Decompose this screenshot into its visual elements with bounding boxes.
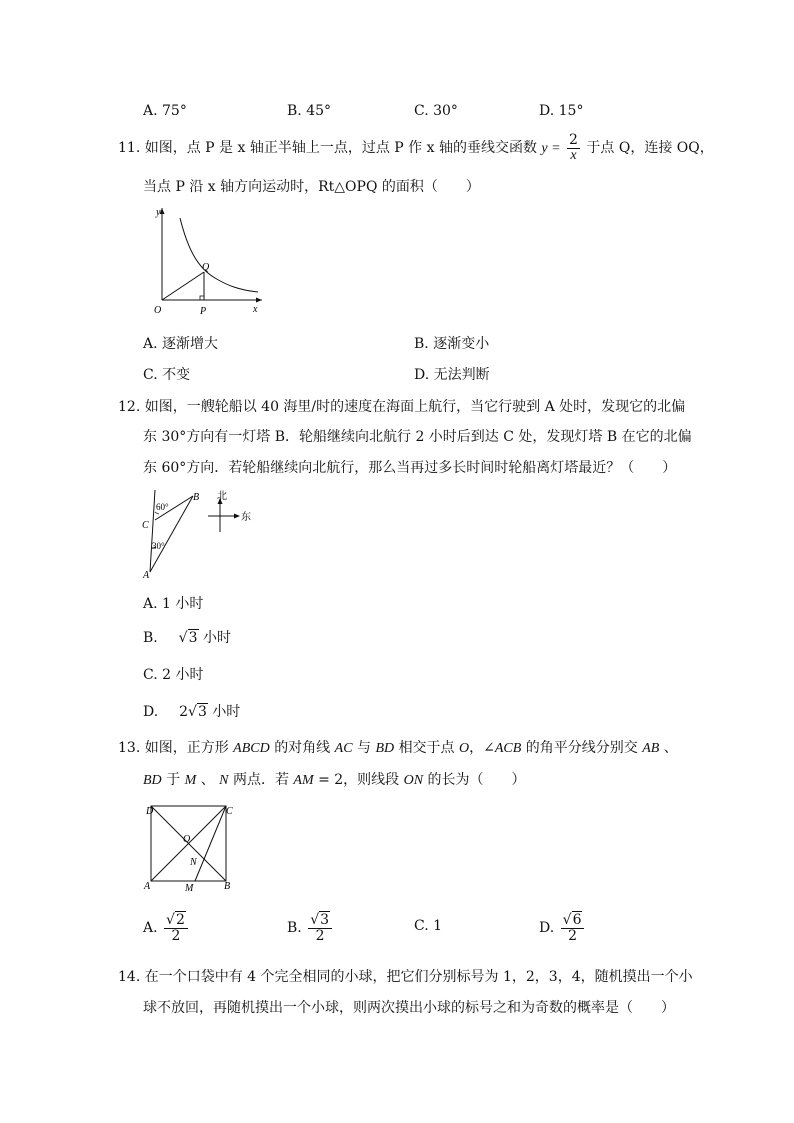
q13-stem-12: 的长为（ ） [427, 772, 526, 788]
q13-option-d-sqrt: √6 [562, 911, 582, 928]
q12-option-a: A. 1 小时 [143, 596, 204, 612]
q13-var-bd: BD [375, 741, 395, 756]
q13-var-n: N [219, 773, 229, 788]
q13-figure [140, 796, 240, 892]
q12-label-b: B [193, 492, 200, 503]
q13-option-a-sqrt: √2 [166, 911, 185, 928]
q13-var-acb: ACB [494, 741, 522, 756]
q13-stem-2: 的对角线 [274, 740, 331, 756]
q11-stem-post: 于点 Q，连接 OQ， [586, 140, 714, 157]
q12-line3: 东 60°方向．若轮船继续向北航行，那么当再过多长时间时轮船离灯塔最近？（ ） [143, 460, 677, 476]
q11-func-num: 2 [569, 132, 578, 148]
q13-option-d [539, 906, 586, 950]
q12-option-d-radicand: 3 [197, 704, 207, 720]
q13-stem-11: = 2，则线段 [318, 772, 400, 788]
q14-line2: 球不放回，再随机摸出一个小球，则两次摸出小球的标号之和为奇数的概率是（ ） [143, 1000, 675, 1016]
q11-option-d: D. 无法判断 [414, 367, 490, 383]
q13-var-am: AM [293, 773, 314, 788]
q11-label-y: y [156, 207, 161, 218]
q13-label-o: O [183, 834, 191, 845]
q13-label-a: A [144, 881, 151, 892]
q11-line2: 当点 P 沿 x 轴方向运动时，Rt△OPQ 的面积（ ） [143, 179, 480, 195]
q13-option-d-label: D. [539, 920, 555, 936]
q13-stem-3: 与 [356, 740, 371, 756]
q13-option-b-num: 3 [320, 911, 330, 928]
q12-option-d-coef: 2 [179, 704, 189, 720]
q13-label-d: D [146, 806, 154, 817]
q12-label-north: 北 [217, 491, 227, 502]
q12-option-d-label: D. [143, 704, 159, 720]
q12-label-angle1: 60° [156, 502, 169, 512]
q11-label-o: O [154, 305, 162, 316]
q11-line1 [118, 133, 714, 164]
q13-label-c: C [226, 806, 233, 817]
q11-option-b: B. 逐渐变小 [414, 336, 490, 352]
q13-option-b [287, 906, 334, 950]
q13-option-d-den: 2 [568, 927, 578, 944]
q13-var-m: M [184, 773, 197, 788]
q13-label-n: N [190, 857, 197, 868]
q13-option-d-num: 6 [572, 911, 582, 928]
q12-line2: 东 30°方向有一灯塔 B．轮船继续向北航行 2 小时后到达 C 处，发现灯塔 B 在它的北偏 [143, 429, 692, 445]
q13-option-b-sqrt: √3 [310, 911, 330, 928]
q13-var-abcd: ABCD [233, 741, 270, 756]
q11-stem-pre: 11. 如图，点 P 是 x 轴正半轴上一点，过点 P 作 x 轴的垂线交函数 [118, 140, 537, 157]
q13-option-b-den: 2 [315, 927, 325, 944]
q12-option-b-sqrt: √3 [178, 630, 198, 646]
q12-option-d-unit: 小时 [212, 704, 241, 720]
q12-option-b [143, 627, 231, 647]
q13-label-b: B [224, 881, 231, 892]
q11-label-x: x [253, 304, 258, 315]
q10-option-a: A. 75° [143, 103, 187, 119]
q13-option-a [143, 906, 190, 950]
q12-option-b-unit: 小时 [202, 630, 231, 646]
q12-label-c: C [142, 520, 149, 531]
q10-option-d: D. 15° [539, 103, 584, 119]
q13-stem-6: 的角平分线分别交 [525, 740, 638, 756]
q13-option-a-num: 2 [175, 911, 185, 928]
q13-stem-9: 、 [200, 772, 215, 788]
q13-stem-5: ，∠ [469, 740, 495, 756]
q13-line1 [118, 737, 678, 757]
q13-label-m: M [185, 883, 194, 892]
q14-line1: 14. 在一个口袋中有 4 个完全相同的小球，把它们分别标号为 1，2，3，4，随机摸出一个小 [118, 969, 693, 985]
q13-stem-4: 相交于点 [398, 740, 455, 756]
q13-option-a-label: A. [143, 920, 158, 936]
q13-stem-1: 13. 如图，正方形 [118, 740, 229, 756]
q13-stem-7: 、 [663, 740, 678, 756]
q13-var-ac: AC [334, 741, 353, 756]
q11-func-den: x [570, 147, 577, 163]
q12-option-c: C. 2 小时 [143, 667, 204, 683]
q10-option-b: B. 45° [287, 103, 332, 119]
q13-var-ab: AB [642, 741, 660, 756]
q11-label-q: Q [202, 262, 210, 273]
q11-option-c: C. 不变 [143, 367, 191, 383]
q13-stem-10: 两点．若 [232, 772, 289, 788]
q12-label-east: 东 [241, 512, 251, 523]
q13-option-b-label: B. [287, 920, 302, 936]
q13-stem-8: 于 [166, 772, 181, 788]
q13-var-o: O [459, 741, 470, 756]
q13-var-on: ON [403, 773, 424, 788]
q12-option-d-sqrt: √3 [188, 704, 207, 720]
q13-line2 [143, 769, 526, 789]
q12-label-a: A [143, 570, 150, 581]
q12-option-b-radicand: 3 [188, 630, 198, 646]
q11-figure [140, 200, 270, 320]
q12-line1: 12. 如图，一艘轮船以 40 海里/时的速度在海面上航行，当它行驶到 A 处时，发现它的北偏 [118, 399, 686, 415]
q12-option-d [143, 701, 240, 721]
q11-func-fraction [567, 133, 580, 163]
q11-func-lhs: y = [541, 141, 561, 157]
q12-label-angle2: 30° [152, 541, 165, 551]
q13-option-a-fraction [164, 913, 188, 943]
q13-option-c: C. 1 [414, 918, 443, 934]
q10-option-c: C. 30° [414, 103, 458, 119]
q13-option-b-fraction [308, 913, 332, 943]
q11-option-a: A. 逐渐增大 [143, 336, 219, 352]
q12-option-b-label: B. [143, 630, 158, 646]
q13-var-bd-2: BD [143, 773, 162, 788]
q12-figure [138, 486, 268, 582]
q13-option-d-fraction [561, 913, 585, 943]
q11-label-p: P [200, 306, 207, 317]
q13-option-a-den: 2 [171, 927, 181, 944]
